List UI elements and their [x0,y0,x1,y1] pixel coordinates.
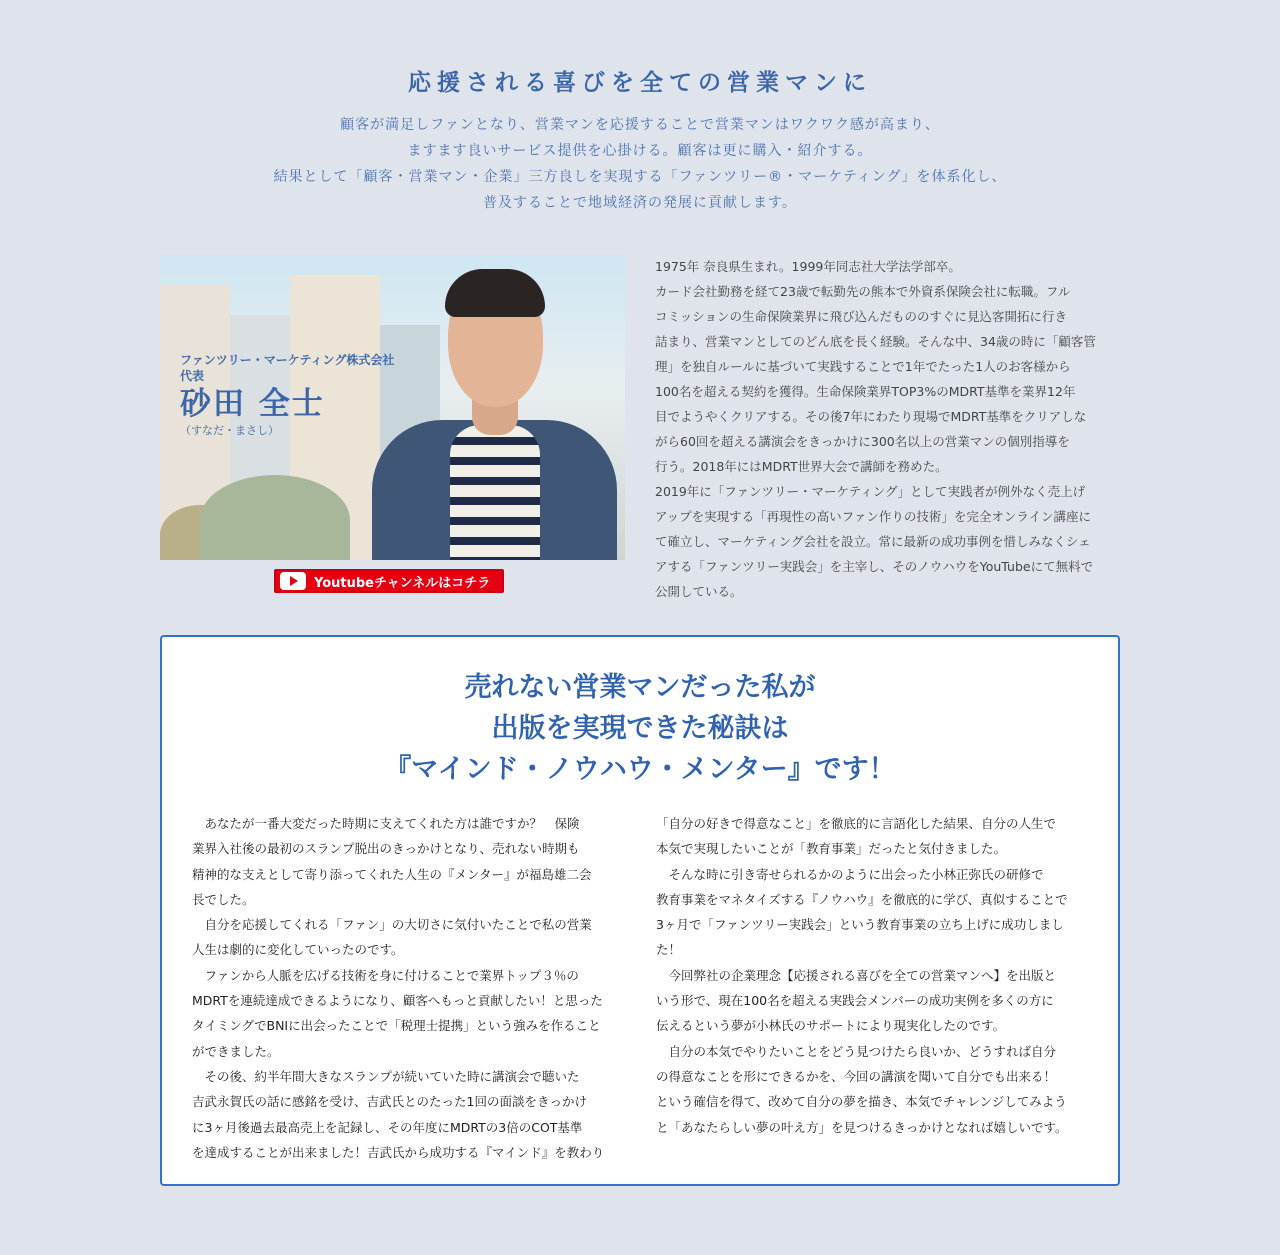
mission-line: 結果として「顧客・営業マン・企業」三方良しを実現する「ファンツリー®・マーケティング」を体系化し、 [273,169,1007,185]
feature-line: 自分を応援してくれる「ファン」の大切さに気付いたことで私の営業 [192,917,592,933]
bio-line: カード会社勤務を経て23歳で転勤先の熊本で外資系保険会社に転職。フル [655,284,1071,299]
feature-line: タイミングでBNIに出会ったことで「税理士提携」という強みを作ること [192,1018,601,1034]
bio-line: がら60回を超える講演会をきっかけに300名以上の営業マンの個別指導を [655,434,1070,449]
bio-line: 1975年 奈良県生まれ。1999年同志社大学法学部卒。 [655,259,961,274]
feature-line: 教育事業をマネタイズする『ノウハウ』を徹底的に学び、真似することで [656,891,1068,907]
feature-heading-line: 売れない営業マンだった私が [464,672,816,703]
feature-line: た！ [656,942,682,958]
feature-line: ファンから人脈を広げる技術を身に付けることで業界トップ３％の [192,967,579,983]
mission-title: 応援される喜びを全ての営業マンに [408,69,872,96]
feature-line: 「自分の好きで得意なこと」を徹底的に言語化した結果、自分の人生で [656,816,1057,831]
feature-line: MDRTを連続達成できるようになり、顧客へもっと貢献したい！と思った [192,993,603,1009]
role-title: 代表 [180,369,205,383]
bio-line: 2019年に「ファンツリー・マーケティング」として実践者が例外なく売上げ [655,484,1086,499]
bio-line: 理」を独自ルールに基づいて実践することで1年でたった1人のお客様から [655,359,1071,374]
feature-heading-line: 『マインド・ノウハウ・メンター』です！ [384,754,896,785]
feature-line: 業界入社後の最初のスランプ脱出のきっかけとなり、売れない時期も [192,841,580,857]
feature-line: 人生は劇的に変化していったのです。 [192,942,404,958]
feature-text-right [656,811,1096,1140]
mission-line: 顧客が満足しファンとなり、営業マンを応援することで営業マンはワクワク感が高まり、 [340,117,940,133]
bio-line: コミッションの生命保険業界に飛び込んだもののすぐに見込客開拓に行き [655,309,1068,324]
feature-line: 長でした。 [192,891,255,907]
feature-heading [162,667,1118,790]
feature-line: その後、約半年間大きなスランプが続いていた時に講演会で聴いた [192,1068,580,1084]
feature-line: 3ヶ月で「ファンツリー実践会」という教育事業の立ち上げに成功しまし [656,917,1064,933]
mission-line: 普及することで地域経済の発展に貢献します。 [483,195,797,211]
bio-line: 100名を超える契約を獲得。生命保険業界TOP3%のMDRT基準を業界12年 [655,384,1076,399]
feature-line: 自分の本気でやりたいことをどう見つけたら良いか、どうすれば自分 [656,1043,1057,1059]
bio-line: 公開している。 [655,584,743,599]
feature-line: ができました。 [192,1043,280,1059]
youtube-channel-button[interactable] [274,569,504,593]
youtube-button-label: Youtubeチャンネルはコチラ [314,575,491,591]
feature-line: 吉武永賀氏の話に感銘を受け、吉武氏とのたった1回の面談をきっかけ [192,1094,587,1110]
feature-line: 精神的な支えとして寄り添ってくれた人生の『メンター』が福島雄二会 [192,866,592,882]
feature-line: あなたが一番大変だった時期に支えてくれた方は誰ですか？ 保険 [192,816,580,831]
feature-line: 伝えるという夢が小林氏のサポートにより現実化したのです。 [656,1018,1006,1034]
feature-line: いう形で、現在100名を超える実践会メンバーの成功実例を多くの方に [656,993,1054,1009]
background-tree [200,475,350,560]
bio-line: 行う。2018年にはMDRT世界大会で講師を務めた。 [655,459,948,474]
feature-line: に3ヶ月後過去最高売上を記録し、その年度にMDRTの3倍のCOT基準 [192,1119,583,1135]
feature-text-left [192,811,628,1165]
bio-line: 目でようやくクリアする。その後7年にわたり現場でMDRT基準をクリアしな [655,409,1087,424]
mission-line: ますます良いサービス提供を心掛ける。顧客は更に購入・紹介する。 [407,143,873,159]
person-name: 砂田 全士 [180,386,325,422]
name-reading: （すなだ・まさし） [180,424,279,437]
bio-line: て確立し、マーケティング会社を設立。常に最新の成功事例を惜しみなくシェ [655,534,1091,549]
portrait-hair [445,269,545,317]
feature-line: そんな時に引き寄せられるかのように出会った小林正弥氏の研修で [656,866,1044,882]
mission-text [0,112,1280,216]
feature-heading-line: 出版を実現できた秘訣は [491,713,789,744]
bio-line: アップを実現する「再現性の高いファン作りの技術」を完全オンライン講座に [655,509,1092,524]
feature-line: 今回弊社の企業理念【応援される喜びを全ての営業マンへ】を出版と [656,967,1057,983]
feature-box [160,635,1120,1186]
profile-bio [655,254,1123,604]
feature-line: と「あなたらしい夢の叶え方」を見つけるきっかけとなれば嬉しいです。 [656,1119,1068,1135]
bio-line: アする「ファンツリー実践会」を主宰し、そのノウハウをYouTubeにて無料で [655,559,1094,574]
company-name: ファンツリー・マーケティング株式会社 [180,353,395,367]
profile-caption [180,352,394,438]
feature-line: 本気で実現したいことが「教育事業」だったと気付きました。 [656,841,1007,857]
feature-line: を達成することが出来ました！吉武氏から成功する『マインド』を教わり [192,1144,605,1160]
bio-line: 詰まり、営業マンとしてのどん底を長く経験。そんな中、34歳の時に「顧客管 [655,334,1096,349]
portrait-shirt [450,425,540,560]
feature-line: という確信を得て、改めて自分の夢を描き、本気でチャレンジしてみよう [656,1094,1067,1110]
youtube-play-icon [280,572,306,590]
feature-line: の得意なことを形にできるかを、今回の講演を聞いて自分でも出来る！ [656,1068,1057,1084]
portrait-person [360,255,625,560]
